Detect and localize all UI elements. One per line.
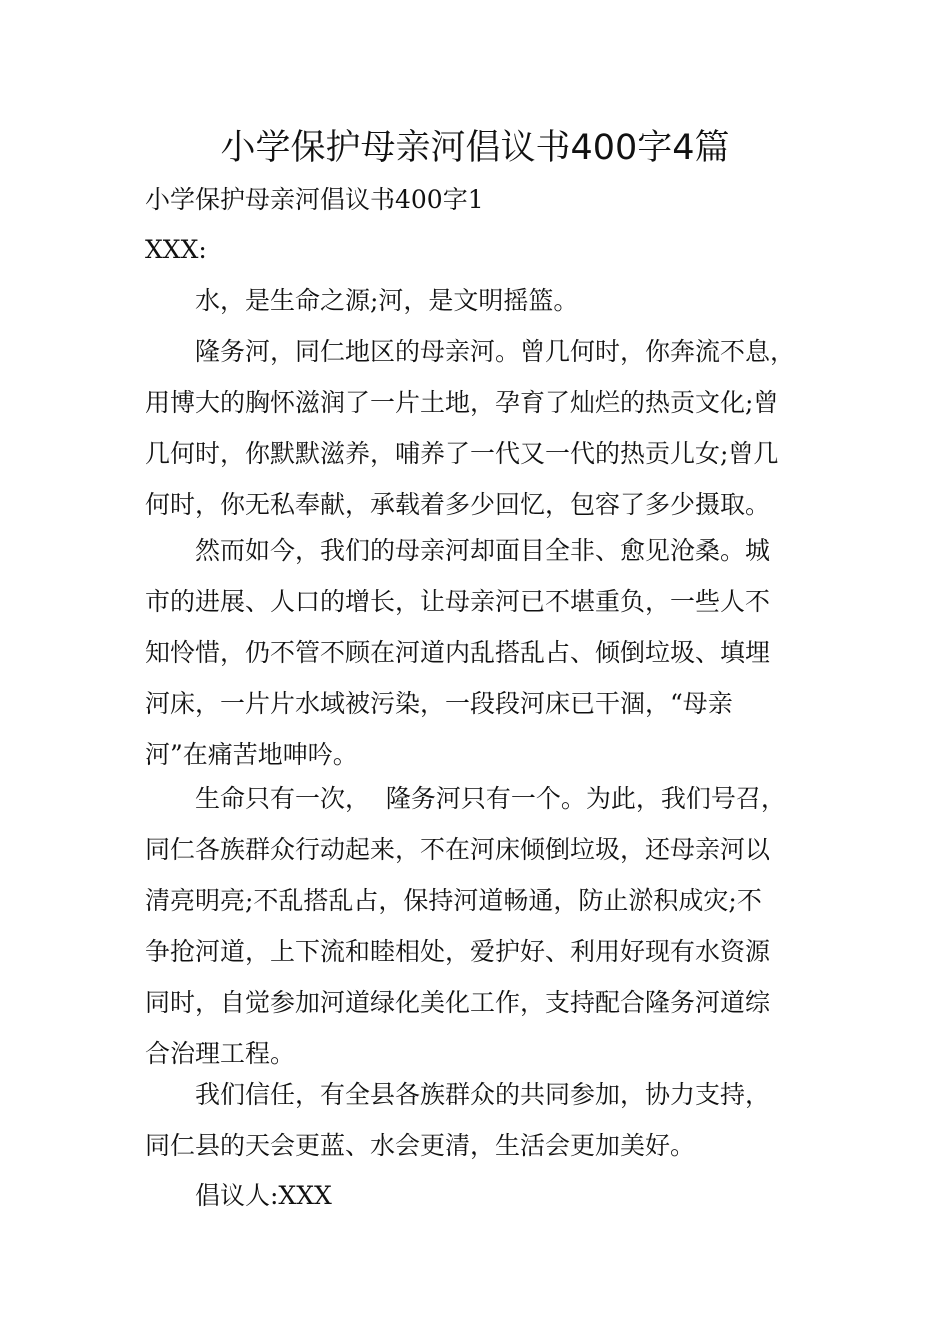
paragraph-line: 何时，你无私奉献，承载着多少回忆，包容了多少摄取。 — [145, 490, 771, 519]
paragraph-line: 河”在痛苦地呻吟。 — [145, 740, 358, 769]
paragraph-line: 几何时，你默默滋养，哺养了一代又一代的热贡儿女;曾几 — [145, 439, 779, 468]
paragraph-line: 知怜惜，仍不管不顾在河道内乱搭乱占、倾倒垃圾、填埋 — [145, 638, 771, 667]
paragraph-5 — [145, 1077, 825, 1179]
paragraph-line: 清亮明亮;不乱搭乱占，保持河道畅通，防止淤积成灾;不 — [145, 886, 762, 915]
paragraph-line: 争抢河道，上下流和睦相处，爱护好、利用好现有水资源 — [145, 937, 771, 966]
paragraph-line: 我们信任，有全县各族群众的共同参加，协力支持， — [195, 1080, 771, 1109]
paragraph-line: 合治理工程。 — [145, 1039, 296, 1068]
paragraph-line: 生命只有一次， 隆务河只有一个。为此，我们号召， — [195, 784, 786, 813]
paragraph-line: 隆务河，同仁地区的母亲河。曾几何时，你奔流不息， — [195, 337, 796, 366]
paragraph-line: 用博大的胸怀滋润了一片土地，孕育了灿烂的热贡文化;曾 — [145, 388, 779, 417]
paragraph-3 — [145, 533, 825, 788]
paragraph-line: 同仁各族群众行动起来，不在河床倾倒垃圾，还母亲河以 — [145, 835, 771, 864]
document-subtitle: 小学保护母亲河倡议书400字1 — [145, 185, 484, 214]
salutation: XXX: — [145, 235, 207, 264]
paragraph-1: 水，是生命之源;河，是文明摇篮。 — [195, 286, 579, 315]
paragraph-line: 同时，自觉参加河道绿化美化工作，支持配合隆务河道综 — [145, 988, 771, 1017]
paragraph-4 — [145, 781, 825, 1087]
paragraph-2 — [145, 334, 825, 538]
paragraph-line: 然而如今，我们的母亲河却面目全非、愈见沧桑。城 — [195, 536, 771, 565]
signer: 倡议人:XXX — [195, 1181, 332, 1210]
paragraph-line: 市的进展、人口的增长，让母亲河已不堪重负，一些人不 — [145, 587, 771, 616]
paragraph-line: 同仁县的天会更蓝、水会更清，生活会更加美好。 — [145, 1131, 696, 1160]
paragraph-line: 河床，一片片水域被污染，一段段河床已干涸，“母亲 — [145, 689, 733, 718]
document-title: 小学保护母亲河倡议书400字4篇 — [220, 128, 730, 168]
